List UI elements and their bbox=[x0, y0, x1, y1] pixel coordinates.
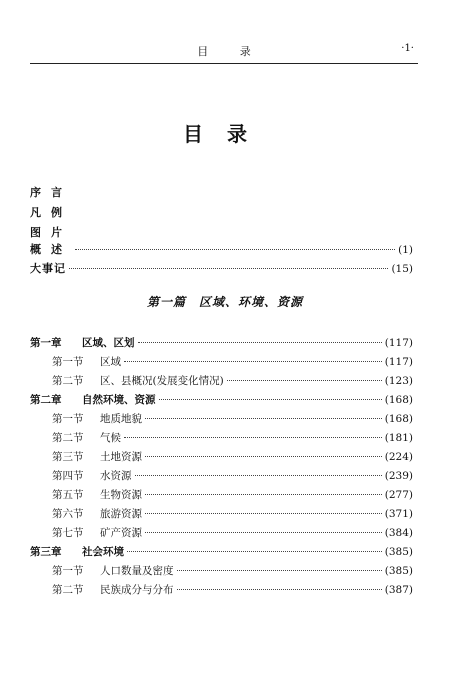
toc-leader-dots bbox=[75, 237, 395, 250]
toc-section-label: 第七节 bbox=[52, 527, 84, 539]
toc-section-label: 第五节 bbox=[52, 489, 84, 501]
toc-page-number: (384) bbox=[384, 527, 413, 539]
toc-leader-dots bbox=[138, 330, 382, 343]
toc-page-number: (117) bbox=[384, 337, 413, 349]
toc-front-overview[interactable] bbox=[30, 240, 413, 256]
toc-page-number: (371) bbox=[384, 508, 413, 520]
toc-section-label: 第一节 bbox=[52, 413, 84, 425]
page-title: 目录 bbox=[183, 122, 271, 146]
toc-section[interactable] bbox=[52, 580, 413, 596]
toc-section-title: 水资源 bbox=[100, 470, 132, 482]
toc-chapter-title: 社会环境 bbox=[82, 546, 124, 558]
toc-page-number: (224) bbox=[384, 451, 413, 463]
toc-page-number: (123) bbox=[384, 375, 413, 387]
toc-section-title: 地质地貌 bbox=[100, 413, 142, 425]
toc-chapter-label: 第一章 bbox=[30, 337, 62, 349]
toc-section[interactable] bbox=[52, 428, 413, 444]
toc-leader-dots bbox=[177, 577, 382, 590]
page-number: ·1· bbox=[401, 43, 414, 54]
toc-section-title: 气候 bbox=[100, 432, 121, 444]
toc-page-number: (15) bbox=[391, 263, 413, 275]
toc-section-label: 第一节 bbox=[52, 565, 84, 577]
toc-section-title: 区、县概况(发展变化情况) bbox=[100, 375, 224, 387]
toc-section[interactable] bbox=[52, 447, 413, 463]
toc-front-chronicle[interactable] bbox=[30, 259, 413, 275]
toc-section-title: 矿产资源 bbox=[100, 527, 142, 539]
toc-page-number: (277) bbox=[384, 489, 413, 501]
toc-section-label: 第四节 bbox=[52, 470, 84, 482]
toc-leader-dots bbox=[145, 520, 382, 533]
toc-section-label: 第六节 bbox=[52, 508, 84, 520]
toc-leader-dots bbox=[145, 444, 382, 457]
toc-leader-dots bbox=[145, 482, 382, 495]
toc-leader-dots bbox=[145, 406, 382, 419]
toc-label: 概述 bbox=[30, 243, 72, 256]
toc-section[interactable] bbox=[52, 504, 413, 520]
toc-section-title: 人口数量及密度 bbox=[100, 565, 174, 577]
toc-label: 凡例 bbox=[30, 206, 72, 219]
toc-page-number: (1) bbox=[398, 244, 413, 256]
toc-page-number: (181) bbox=[384, 432, 413, 444]
running-header-title: 目 录 bbox=[197, 45, 265, 58]
toc-label: 大事记 bbox=[30, 262, 66, 275]
toc-section[interactable] bbox=[52, 466, 413, 482]
toc-section-label: 第一节 bbox=[52, 356, 84, 368]
toc-section-title: 民族成分与分布 bbox=[100, 584, 174, 596]
toc-page-number: (385) bbox=[384, 546, 413, 558]
toc-leader-dots bbox=[69, 256, 388, 269]
toc-section-title: 生物资源 bbox=[100, 489, 142, 501]
toc-chapter-title: 自然环境、资源 bbox=[82, 394, 156, 406]
toc-chapter-label: 第二章 bbox=[30, 394, 62, 406]
toc-chapter-title: 区域、区划 bbox=[82, 337, 135, 349]
toc-section[interactable] bbox=[52, 371, 413, 387]
toc-section-title: 土地资源 bbox=[100, 451, 142, 463]
toc-page-number: (168) bbox=[384, 394, 413, 406]
toc-front-preface[interactable] bbox=[30, 184, 413, 200]
toc-leader-dots bbox=[177, 558, 382, 571]
toc-section-title: 区域 bbox=[100, 356, 121, 368]
toc-page-number: (168) bbox=[384, 413, 413, 425]
part-heading: 第一篇 区域、环境、资源 bbox=[146, 295, 303, 309]
toc-section-label: 第二节 bbox=[52, 432, 84, 444]
toc-page-number: (385) bbox=[384, 565, 413, 577]
toc-section-label: 第三节 bbox=[52, 451, 84, 463]
toc-page-number: (117) bbox=[384, 356, 413, 368]
toc-section[interactable] bbox=[52, 485, 413, 501]
toc-chapter[interactable] bbox=[30, 542, 413, 558]
toc-section[interactable] bbox=[52, 561, 413, 577]
running-header bbox=[30, 41, 418, 64]
toc-chapter[interactable] bbox=[30, 390, 413, 406]
toc-section-label: 第二节 bbox=[52, 375, 84, 387]
toc-leader-dots bbox=[159, 387, 382, 400]
toc-page-number: (239) bbox=[384, 470, 413, 482]
toc-chapter-label: 第三章 bbox=[30, 546, 62, 558]
toc-section[interactable] bbox=[52, 352, 413, 368]
toc-leader-dots bbox=[135, 463, 382, 476]
toc-section[interactable] bbox=[52, 409, 413, 425]
toc-leader-dots bbox=[124, 425, 382, 438]
toc-chapter[interactable] bbox=[30, 333, 413, 349]
toc-leader-dots bbox=[124, 349, 382, 362]
toc-leader-dots bbox=[227, 368, 382, 381]
toc-label: 序言 bbox=[30, 186, 72, 199]
toc-leader-dots bbox=[127, 539, 382, 552]
toc-section-label: 第二节 bbox=[52, 584, 84, 596]
toc-section[interactable] bbox=[52, 523, 413, 539]
toc-section-title: 旅游资源 bbox=[100, 508, 142, 520]
toc-leader-dots bbox=[145, 501, 382, 514]
toc-label: 图片 bbox=[30, 226, 72, 239]
toc-front-guide[interactable] bbox=[30, 204, 413, 220]
toc-page-number: (387) bbox=[384, 584, 413, 596]
